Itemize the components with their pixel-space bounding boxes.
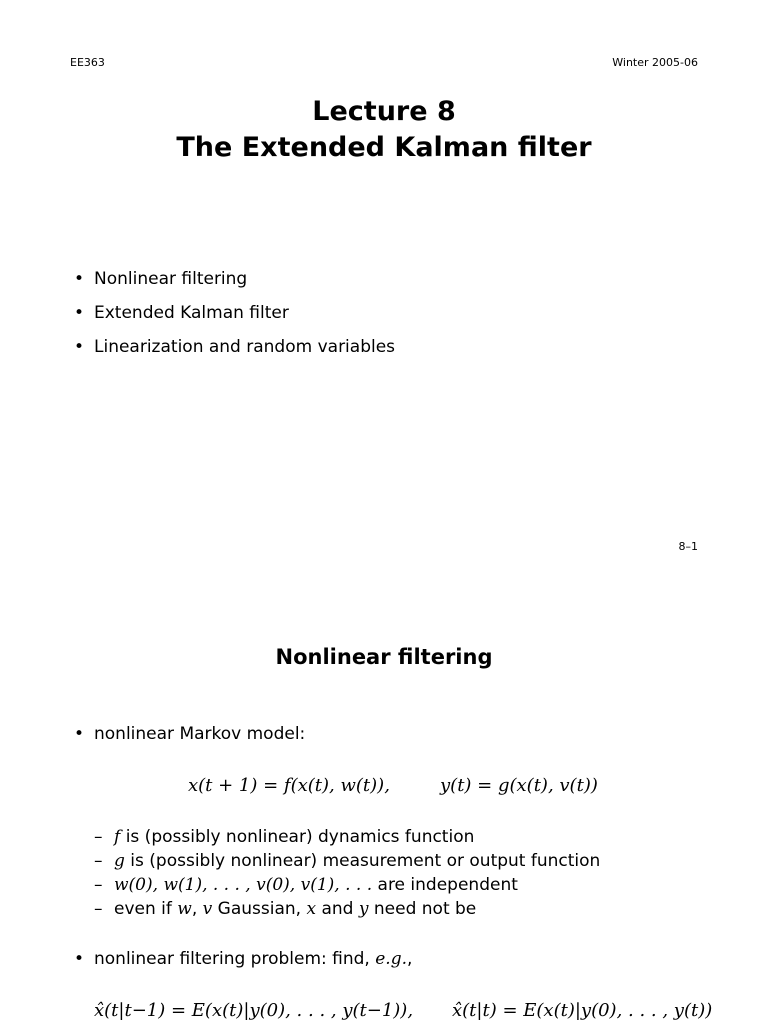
bullet-icon: • xyxy=(74,269,85,289)
sub-item-text: are independent xyxy=(372,875,518,895)
math-symbol: f xyxy=(114,827,121,847)
bullet-icon: • xyxy=(74,303,85,323)
dash-icon: – xyxy=(94,827,103,847)
bullet-text: Nonlinear filtering xyxy=(94,269,248,289)
sub-list-item xyxy=(94,827,474,847)
course-code: EE363 xyxy=(70,56,105,69)
bullet-text: nonlinear Markov model: xyxy=(94,724,306,744)
list-item xyxy=(74,337,395,357)
bullet-icon: • xyxy=(74,949,85,969)
term-label: Winter 2005-06 xyxy=(612,56,698,69)
sub-list-item: – even if w, v Gaussian, x and y need not be xyxy=(94,899,477,919)
sub-list-item xyxy=(94,851,600,871)
math-symbol: w(0), w(1), . . . , v(0), v(1), . . . xyxy=(114,875,373,895)
list-item xyxy=(74,724,305,744)
bullet-text: nonlinear filtering problem: find, xyxy=(94,949,376,969)
math-symbol: g xyxy=(114,851,125,871)
lecture-title: The Extended Kalman filter xyxy=(176,132,592,163)
bullet-icon: • xyxy=(74,337,85,357)
estimate-equation-right: x̂(t|t) = E(x(t)|y(0), . . . , y(t)) xyxy=(452,1000,713,1021)
model-equation-left: x(t + 1) = f(x(t), w(t)), xyxy=(188,775,390,796)
sub-item-text: is (possibly nonlinear) measurement or output function xyxy=(124,851,601,871)
list-item: • nonlinear filtering problem: find, e.g., xyxy=(74,949,413,969)
eg-text: e.g. xyxy=(375,949,407,969)
bullet-icon: • xyxy=(74,724,85,744)
dash-icon: – xyxy=(94,899,103,919)
dash-icon: – xyxy=(94,851,103,871)
sub-item-text: is (possibly nonlinear) dynamics function xyxy=(120,827,475,847)
bullet-text: Linearization and random variables xyxy=(94,337,396,357)
bullet-text: Extended Kalman filter xyxy=(94,303,289,323)
page-number: 8–1 xyxy=(678,540,698,553)
sub-list-item xyxy=(94,875,518,895)
model-equation-right: y(t) = g(x(t), v(t)) xyxy=(440,775,598,796)
section-heading: Nonlinear filtering xyxy=(275,645,493,669)
estimate-equation-left: x̂(t|t−1) = E(x(t)|y(0), . . . , y(t−1)), xyxy=(94,1000,414,1021)
lecture-number: Lecture 8 xyxy=(312,96,456,127)
list-item xyxy=(74,303,289,323)
dash-icon: – xyxy=(94,875,103,895)
list-item xyxy=(74,269,247,289)
